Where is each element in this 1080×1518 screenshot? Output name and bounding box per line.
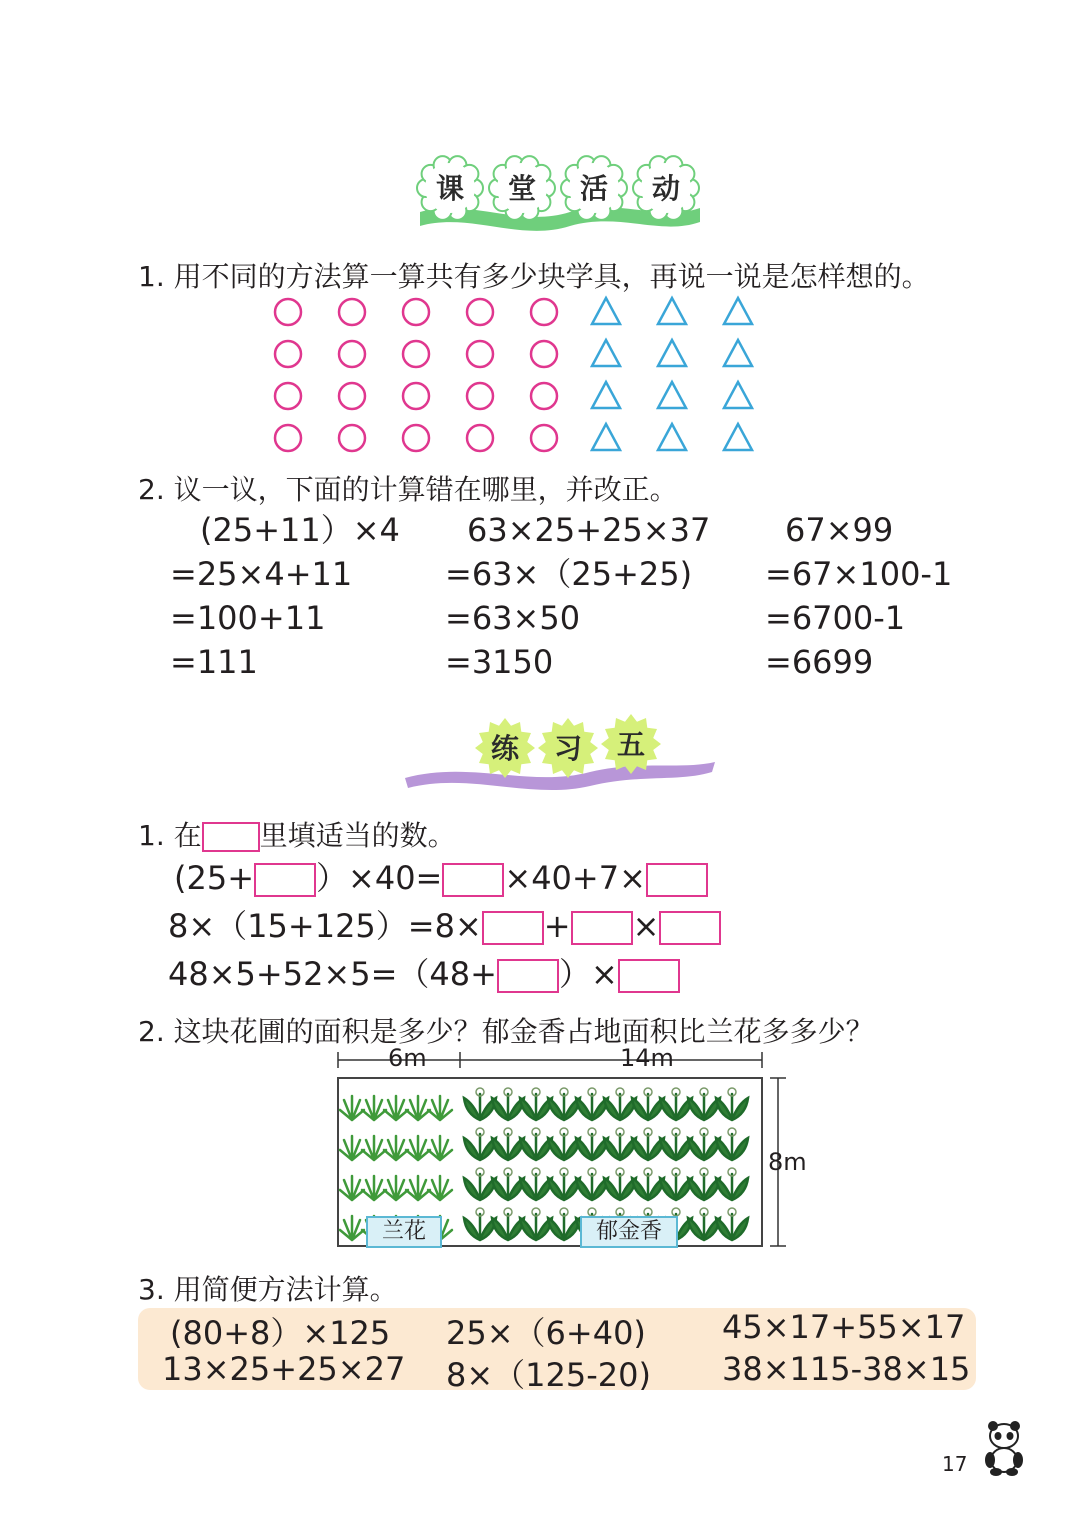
circle-shape bbox=[339, 383, 365, 409]
circle-shape bbox=[467, 299, 493, 325]
header-char: 活 bbox=[579, 172, 609, 205]
expr-part: ）× bbox=[558, 955, 618, 993]
circle-shape bbox=[531, 425, 557, 451]
answer-box-8[interactable] bbox=[618, 959, 680, 993]
expr-part: 8×（15+125）=8× bbox=[168, 907, 482, 945]
practice-q2 bbox=[138, 1010, 874, 1050]
activity-q2-text: 议一议，下面的计算错在哪里，并改正。 bbox=[173, 473, 678, 506]
shapes-grid bbox=[260, 290, 780, 460]
calc-line: =25×4+11 bbox=[170, 555, 353, 593]
triangle-shape bbox=[724, 340, 752, 366]
practice-q1 bbox=[138, 814, 456, 854]
circle-shape bbox=[403, 425, 429, 451]
circle-shape bbox=[531, 299, 557, 325]
activity-q2-number: 2. bbox=[138, 473, 165, 506]
circle-shape bbox=[403, 341, 429, 367]
activity-q1-number: 1. bbox=[138, 260, 165, 293]
practice-q2-text: 这块花圃的面积是多少？郁金香占地面积比兰花多多少？ bbox=[173, 1015, 874, 1048]
answer-box-4[interactable] bbox=[482, 911, 544, 945]
circle-shape bbox=[339, 425, 365, 451]
header-char-bubble bbox=[538, 718, 598, 778]
circle-shape bbox=[531, 383, 557, 409]
triangle-shape bbox=[658, 382, 686, 408]
expr-part: ×40+7× bbox=[504, 859, 646, 897]
header-char-bubble bbox=[633, 156, 699, 220]
circle-shape bbox=[467, 383, 493, 409]
fill-line-2 bbox=[168, 904, 721, 948]
calc-column-3 bbox=[765, 508, 952, 684]
width-right-label: 14m bbox=[620, 1044, 674, 1072]
practice-q1-text-after: 里填适当的数。 bbox=[259, 819, 456, 852]
circle-shape bbox=[275, 299, 301, 325]
triangle-shape bbox=[592, 424, 620, 450]
answer-box-1[interactable] bbox=[254, 863, 316, 897]
practice-q3-number: 3. bbox=[138, 1273, 165, 1306]
triangle-shape bbox=[658, 340, 686, 366]
header-char-bubble bbox=[489, 156, 555, 220]
circle-shape bbox=[467, 425, 493, 451]
calc-column-2 bbox=[445, 508, 710, 684]
header-char: 课 bbox=[435, 172, 465, 205]
activity-q2 bbox=[138, 468, 678, 508]
circle-shape bbox=[275, 341, 301, 367]
practice-q3-text: 用简便方法计算。 bbox=[173, 1273, 398, 1306]
triangle-shape bbox=[592, 298, 620, 324]
header-char-bubble bbox=[561, 156, 627, 220]
circle-shape bbox=[531, 341, 557, 367]
exercise-item: 45×17+55×17 bbox=[722, 1308, 966, 1346]
practice-header bbox=[400, 710, 720, 800]
calc-line: (25+11）×4 bbox=[200, 511, 400, 549]
answer-box-2[interactable] bbox=[442, 863, 504, 897]
calc-line: =63×50 bbox=[445, 599, 581, 637]
triangle-shape bbox=[724, 424, 752, 450]
triangle-shape bbox=[658, 298, 686, 324]
header-char-bubble bbox=[475, 718, 535, 778]
header-char-bubble bbox=[601, 714, 661, 774]
activity-header bbox=[410, 150, 710, 240]
exercise-item: 25×（6+40) bbox=[446, 1314, 646, 1352]
calc-column-1 bbox=[170, 508, 400, 684]
calc-line: 63×25+25×37 bbox=[467, 511, 711, 549]
expr-part: × bbox=[632, 907, 660, 945]
tulip-label: 郁金香 bbox=[580, 1216, 678, 1248]
calc-line: =63×（25+25) bbox=[445, 555, 693, 593]
circle-shape bbox=[339, 299, 365, 325]
expr-part: 48×5+52×5=（48+ bbox=[168, 955, 497, 993]
calc-line: =111 bbox=[170, 643, 258, 681]
activity-q1-text: 用不同的方法算一算共有多少块学具，再说一说是怎样想的。 bbox=[173, 260, 930, 293]
answer-box-5[interactable] bbox=[571, 911, 633, 945]
answer-box-7[interactable] bbox=[497, 959, 559, 993]
practice-q1-text-before: 在 bbox=[173, 819, 202, 852]
page-number: 17 bbox=[942, 1452, 968, 1476]
triangle-shape bbox=[592, 382, 620, 408]
header-char: 五 bbox=[616, 728, 646, 761]
exercise-item: 38×115-38×15 bbox=[722, 1350, 971, 1388]
header-char: 习 bbox=[553, 732, 583, 765]
circle-shape bbox=[339, 341, 365, 367]
header-char: 动 bbox=[651, 172, 681, 205]
height-label: 8m bbox=[768, 1148, 807, 1176]
circle-shape bbox=[275, 383, 301, 409]
fill-line-1 bbox=[174, 856, 708, 900]
example-answer-box bbox=[202, 822, 260, 852]
answer-box-6[interactable] bbox=[659, 911, 721, 945]
calc-line: =6699 bbox=[765, 643, 874, 681]
circle-shape bbox=[467, 341, 493, 367]
practice-q1-number: 1. bbox=[138, 819, 165, 852]
calc-line: 67×99 bbox=[785, 511, 894, 549]
panda-icon bbox=[976, 1416, 1032, 1476]
expr-part: + bbox=[543, 907, 571, 945]
calc-line: =6700-1 bbox=[765, 599, 906, 637]
calc-line: =3150 bbox=[445, 643, 554, 681]
expr-part: (25+ bbox=[174, 859, 255, 897]
practice-q2-number: 2. bbox=[138, 1015, 165, 1048]
exercise-item: 13×25+25×27 bbox=[162, 1350, 406, 1388]
exercise-item: 8×（125-20) bbox=[446, 1356, 652, 1394]
calc-line: =100+11 bbox=[170, 599, 326, 637]
orchid-label: 兰花 bbox=[366, 1216, 442, 1248]
calc-line: =67×100-1 bbox=[765, 555, 953, 593]
fill-line-3 bbox=[168, 952, 680, 996]
circle-shape bbox=[275, 425, 301, 451]
header-char: 堂 bbox=[507, 172, 537, 205]
circle-shape bbox=[403, 299, 429, 325]
expr-part: ）×40= bbox=[316, 859, 443, 897]
activity-q1 bbox=[138, 255, 930, 295]
header-char-bubble bbox=[417, 156, 483, 220]
triangle-shape bbox=[592, 340, 620, 366]
circle-shape bbox=[403, 383, 429, 409]
triangle-shape bbox=[724, 298, 752, 324]
triangle-shape bbox=[724, 382, 752, 408]
triangle-shape bbox=[658, 424, 686, 450]
practice-q3 bbox=[138, 1268, 398, 1308]
answer-box-3[interactable] bbox=[646, 863, 708, 897]
exercise-item: (80+8）×125 bbox=[170, 1314, 391, 1352]
header-char: 练 bbox=[490, 732, 520, 765]
width-left-label: 6m bbox=[388, 1044, 427, 1072]
